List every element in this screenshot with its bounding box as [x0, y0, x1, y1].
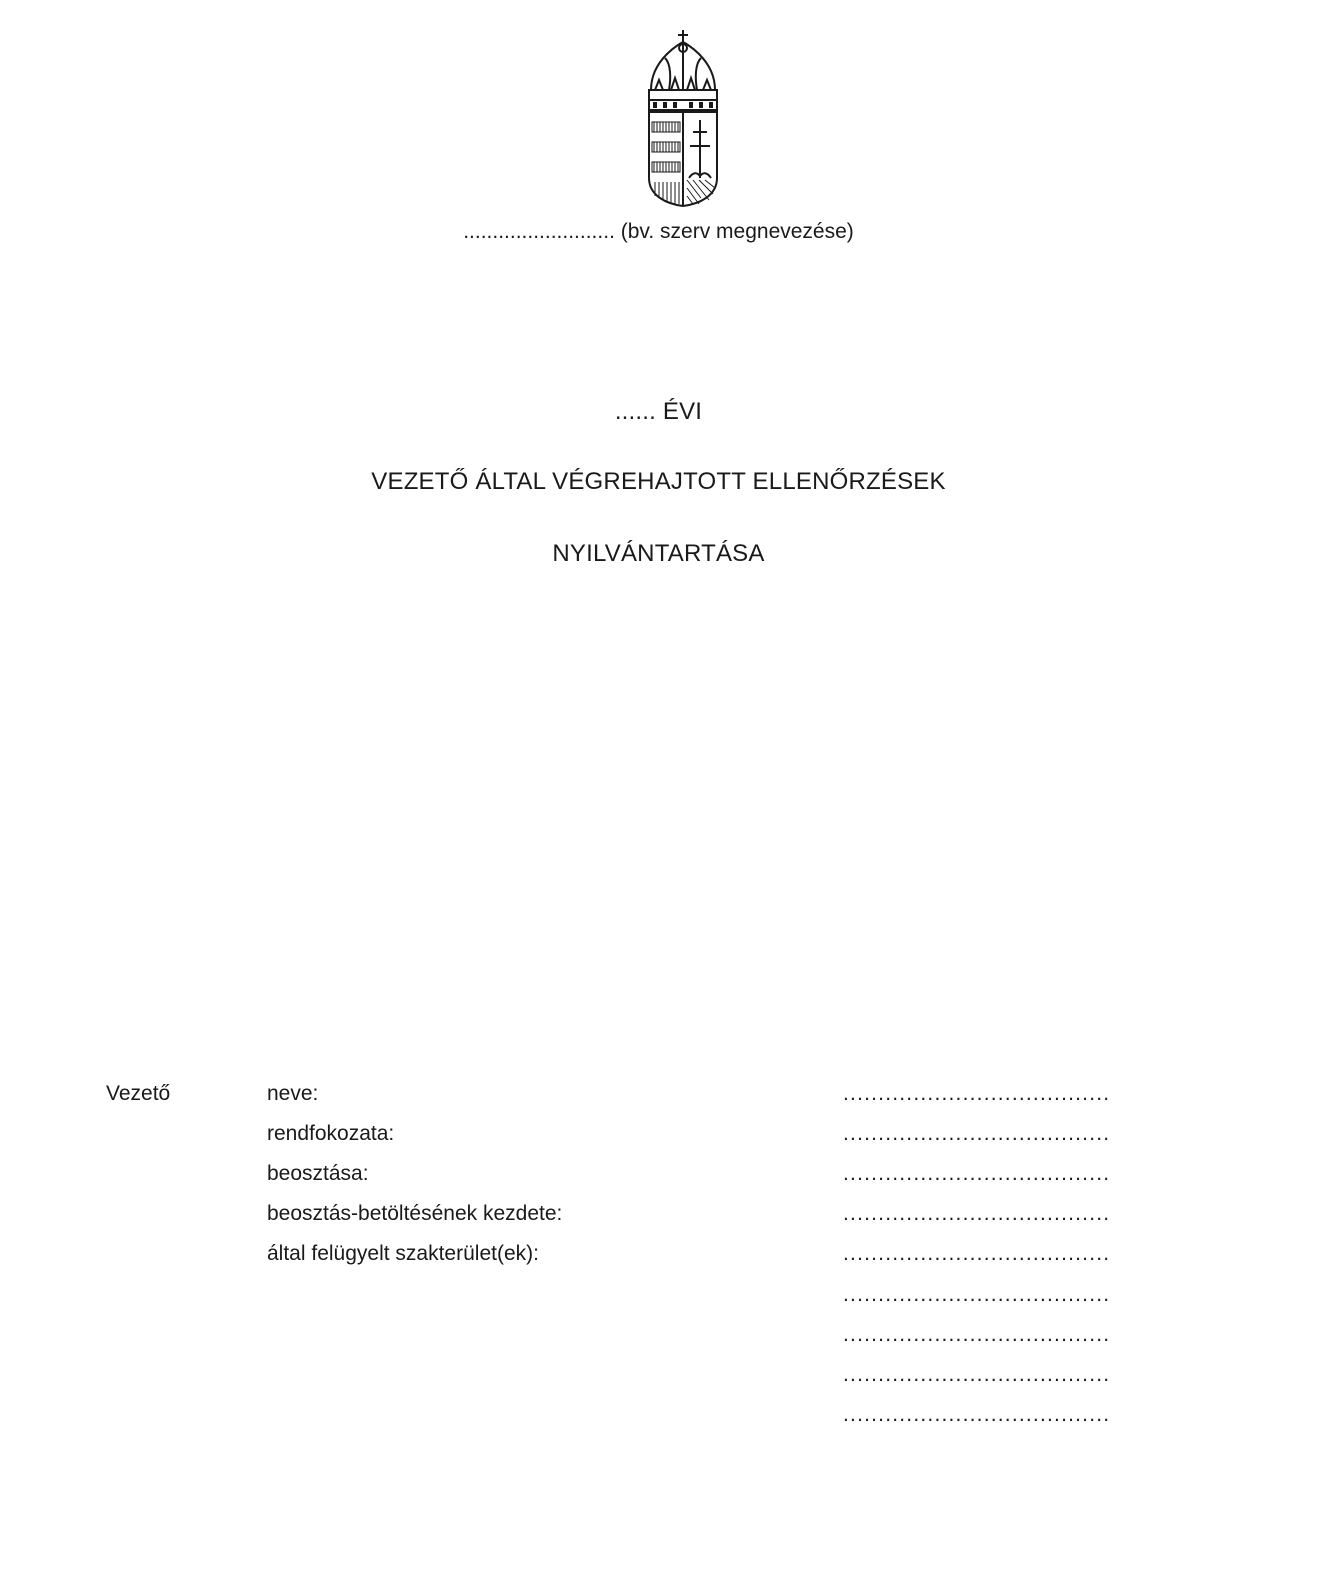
extra-dots-line: ......................................: [843, 1323, 1111, 1346]
extra-dots-line: ......................................: [843, 1403, 1111, 1426]
field-label-name: neve:: [267, 1082, 319, 1105]
field-dots-position-start: ......................................: [843, 1202, 1111, 1225]
title-year: ...... ÉVI: [614, 398, 703, 425]
organization-placeholder: (bv. szerv megnevezése): [620, 220, 854, 243]
document-subtitle: NYILVÁNTARTÁSA: [552, 540, 765, 567]
field-label-rank: rendfokozata:: [267, 1122, 395, 1145]
field-dots-supervised-areas: ......................................: [843, 1242, 1111, 1265]
document-title: VEZETŐ ÁLTAL VÉGREHAJTOTT ELLENŐRZÉSEK: [371, 468, 946, 495]
extra-dots-line: ......................................: [843, 1283, 1111, 1306]
field-dots-name: ......................................: [843, 1082, 1111, 1105]
leader-label: Vezető: [106, 1082, 171, 1105]
field-label-position: beosztása:: [267, 1162, 369, 1185]
field-label-supervised-areas: által felügyelt szakterület(ek):: [267, 1242, 539, 1265]
organization-name-dots: ..........................: [463, 220, 615, 243]
coat-of-arms-icon: [643, 28, 745, 208]
organization-line: [0, 220, 1317, 244]
field-dots-position: ......................................: [843, 1162, 1111, 1185]
field-dots-rank: ......................................: [843, 1122, 1111, 1145]
field-label-position-start: beosztás-betöltésének kezdete:: [267, 1202, 563, 1225]
extra-dots-line: ......................................: [843, 1363, 1111, 1386]
